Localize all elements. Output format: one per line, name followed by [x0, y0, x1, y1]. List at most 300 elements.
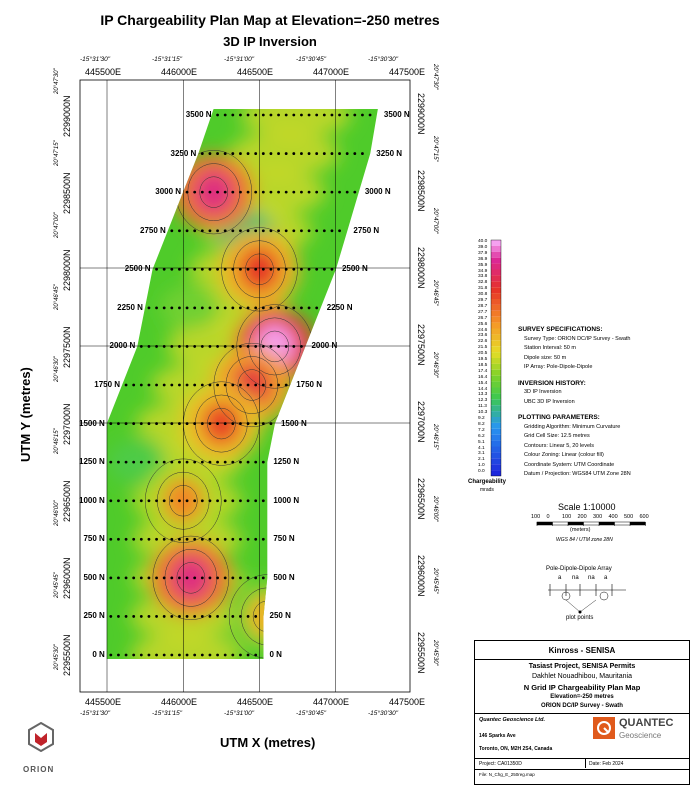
station-point [239, 538, 242, 541]
station-point [262, 306, 265, 309]
station-point [231, 461, 234, 464]
station-point [193, 306, 196, 309]
station-point [163, 461, 166, 464]
station-point [239, 615, 242, 618]
station-point [193, 654, 196, 657]
station-point [231, 191, 234, 194]
station-point [308, 114, 311, 117]
station-point [132, 538, 135, 541]
y-geo-tick-left: 20°47'15" [54, 140, 60, 166]
station-point [155, 615, 158, 618]
station-point [247, 306, 250, 309]
station-point [331, 229, 334, 232]
colour-value: 3.1 [478, 451, 485, 457]
station-point [247, 345, 250, 348]
station-point [125, 576, 128, 579]
line-label-left: 2750 N [140, 225, 166, 235]
station-point [277, 191, 280, 194]
station-point [254, 152, 257, 155]
station-point [178, 654, 181, 657]
y-geo-tick-left: 20°47'00" [54, 212, 60, 238]
station-point [254, 654, 257, 657]
colour-swatch [491, 299, 501, 305]
station-point [186, 576, 189, 579]
scale-tick-label: 600 [639, 514, 649, 520]
station-point [315, 229, 318, 232]
colour-value: 4.1 [478, 445, 485, 451]
line-label-left: 250 N [83, 611, 105, 621]
background-band [229, 132, 339, 176]
station-point [247, 576, 250, 579]
station-point [231, 152, 234, 155]
station-point [140, 538, 143, 541]
station-point [186, 461, 189, 464]
station-point [224, 461, 227, 464]
quantec-logo-sub: Geoscience [619, 731, 662, 740]
scale-bar-graphic [537, 522, 646, 526]
station-point [346, 114, 349, 117]
scale-segment [630, 522, 646, 525]
x-axis-label: UTM X (metres) [220, 735, 316, 750]
station-point [277, 229, 280, 232]
colour-value: 22.6 [478, 339, 488, 345]
scale-tick-label: 100 [562, 514, 572, 520]
station-point [231, 576, 234, 579]
station-point [140, 384, 143, 387]
colour-swatch [491, 417, 501, 423]
station-point [163, 615, 166, 618]
station-point [346, 191, 349, 194]
station-point [262, 384, 265, 387]
station-point [292, 229, 295, 232]
y-tick-right: 2296500N [416, 478, 426, 520]
colour-swatch [491, 370, 501, 376]
map-date: Date: Feb 2024 [589, 761, 624, 767]
y-tick-left: 2296000N [62, 557, 72, 599]
station-point [178, 461, 181, 464]
station-point [170, 422, 173, 425]
station-point [285, 191, 288, 194]
station-point [224, 268, 227, 271]
station-point [239, 654, 242, 657]
station-point [262, 461, 265, 464]
station-point [125, 422, 128, 425]
station-point [315, 268, 318, 271]
colour-swatch [491, 435, 501, 441]
station-point [193, 615, 196, 618]
station-point [323, 191, 326, 194]
station-point [262, 268, 265, 271]
colour-swatch [491, 352, 501, 358]
station-point [277, 152, 280, 155]
scale-unit: (meters) [570, 527, 591, 533]
station-point [163, 538, 166, 541]
station-point [300, 229, 303, 232]
x-geo-tick-bottom: -15°30'30" [368, 710, 399, 717]
colour-swatch [491, 240, 501, 246]
station-point [193, 345, 196, 348]
station-point [239, 576, 242, 579]
y-tick-right: 2295500N [416, 632, 426, 674]
station-point [201, 615, 204, 618]
line-label-left: 1500 N [79, 418, 105, 428]
scale-bar [537, 522, 645, 525]
colour-swatch [491, 275, 501, 281]
station-point [239, 152, 242, 155]
station-point [170, 306, 173, 309]
project-number: Project: CA01350D [479, 761, 522, 767]
station-point [216, 268, 219, 271]
station-point [209, 152, 212, 155]
colour-value: 39.0 [478, 244, 488, 250]
station-point [140, 576, 143, 579]
station-point [247, 461, 250, 464]
colour-value: 16.4 [478, 374, 488, 380]
station-point [178, 422, 181, 425]
station-point [140, 654, 143, 657]
station-point [201, 499, 204, 502]
y-tick-right: 2297500N [416, 324, 426, 366]
station-point [292, 268, 295, 271]
project-location: Dakhlet Nouadhibou, Mauritania [531, 673, 632, 680]
station-point [186, 345, 189, 348]
colour-swatch [491, 441, 501, 447]
station-point [163, 499, 166, 502]
station-point [140, 345, 143, 348]
array-label: na [572, 575, 579, 581]
station-point [254, 461, 257, 464]
station-point [209, 191, 212, 194]
station-point [323, 268, 326, 271]
orion-logo-icon [28, 722, 54, 752]
station-point [277, 306, 280, 309]
station-point [170, 268, 173, 271]
station-point [201, 229, 204, 232]
colour-swatch [491, 470, 501, 476]
background-band [241, 93, 351, 137]
station-point [239, 191, 242, 194]
line-label-right: 3000 N [364, 187, 391, 197]
y-tick-left: 2298500N [62, 172, 72, 214]
scale-projection: WGS 84 / UTM zone 28N [556, 537, 613, 543]
station-point [270, 114, 273, 117]
station-point [178, 345, 181, 348]
station-point [285, 268, 288, 271]
station-point [231, 615, 234, 618]
station-point [254, 345, 257, 348]
station-point [277, 268, 280, 271]
colour-swatch [491, 376, 501, 382]
station-point [125, 615, 128, 618]
x-geo-tick-top: -15°31'15" [152, 56, 183, 63]
colour-value: 14.4 [478, 386, 488, 392]
colour-scale-title: Chargeability [468, 479, 507, 485]
array-label: a [558, 575, 562, 581]
station-point [247, 499, 250, 502]
colour-swatch [491, 323, 501, 329]
station-point [148, 576, 151, 579]
station-point [193, 229, 196, 232]
station-point [109, 576, 112, 579]
station-point [109, 461, 112, 464]
survey-spec-item: Station Interval: 50 m [524, 345, 576, 351]
scale-tick-label: 500 [624, 514, 634, 520]
station-point [300, 268, 303, 271]
station-point [201, 422, 204, 425]
station-point [178, 538, 181, 541]
station-point [277, 114, 280, 117]
station-point [148, 654, 151, 657]
y-geo-tick-left: 20°46'30" [54, 356, 60, 382]
station-point [285, 345, 288, 348]
station-point [239, 114, 242, 117]
station-point [155, 306, 158, 309]
colour-value: 24.6 [478, 327, 488, 333]
station-point [231, 306, 234, 309]
colour-swatch [491, 382, 501, 388]
station-point [117, 615, 120, 618]
colour-value: 1.0 [478, 463, 485, 469]
station-point [132, 615, 135, 618]
station-point [163, 654, 166, 657]
station-point [369, 114, 372, 117]
line-label-right: 2250 N [326, 302, 353, 312]
station-point [239, 306, 242, 309]
station-point [132, 461, 135, 464]
station-point [224, 538, 227, 541]
x-tick-top: 447500E [389, 67, 426, 77]
station-point [285, 114, 288, 117]
station-point [224, 615, 227, 618]
line-label-right: 1500 N [280, 418, 307, 428]
y-tick-left: 2298000N [62, 249, 72, 291]
station-point [353, 114, 356, 117]
x-tick-bottom: 446000E [161, 697, 198, 707]
line-label-right: 2750 N [353, 225, 380, 235]
line-label-left: 0 N [92, 650, 105, 659]
station-point [239, 345, 242, 348]
line-label-left: 2250 N [117, 302, 143, 312]
station-point [247, 384, 250, 387]
line-label-left: 500 N [83, 572, 105, 582]
x-geo-tick-bottom: -15°31'00" [224, 710, 255, 717]
station-point [254, 499, 257, 502]
line-label-right: 250 N [269, 611, 291, 621]
station-point [285, 152, 288, 155]
station-point [178, 576, 181, 579]
station-point [338, 114, 341, 117]
station-point [216, 654, 219, 657]
project-name: Tasiast Project, SENISA Permits [528, 663, 636, 670]
y-tick-right: 2296000N [416, 555, 426, 597]
station-point [132, 654, 135, 657]
colour-value: 28.7 [478, 303, 488, 309]
colour-swatch [491, 358, 501, 364]
x-geo-tick-bottom: -15°30'45" [296, 710, 327, 717]
plotting-params-item: Grid Cell Size: 12.5 metres [524, 433, 590, 439]
station-point [262, 152, 265, 155]
station-point [148, 461, 151, 464]
station-point [209, 384, 212, 387]
colour-swatch [491, 329, 501, 335]
x-tick-bottom: 446500E [237, 697, 274, 707]
y-tick-right: 2299000N [416, 93, 426, 135]
station-point [209, 538, 212, 541]
station-point [231, 384, 234, 387]
station-point [109, 538, 112, 541]
colour-swatch [491, 464, 501, 470]
station-point [155, 538, 158, 541]
station-point [193, 499, 196, 502]
colour-value: 8.2 [478, 421, 485, 427]
x-tick-top: 446000E [161, 67, 198, 77]
scale-tick-label: 400 [608, 514, 618, 520]
station-point [186, 654, 189, 657]
station-point [140, 461, 143, 464]
station-point [323, 114, 326, 117]
station-point [285, 229, 288, 232]
station-point [239, 499, 242, 502]
colour-value: 33.8 [478, 274, 488, 280]
station-point [300, 152, 303, 155]
line-label-right: 0 N [269, 650, 282, 659]
station-point [193, 191, 196, 194]
station-point [109, 654, 112, 657]
station-point [254, 268, 257, 271]
station-point [224, 499, 227, 502]
station-point [231, 538, 234, 541]
y-geo-tick-left: 20°46'45" [54, 284, 60, 310]
y-tick-right: 2297000N [416, 401, 426, 443]
station-point [292, 152, 295, 155]
company-name: Quantec Geoscience Ltd. [479, 717, 546, 723]
y-geo-tick-left: 20°46'15" [54, 428, 60, 454]
station-point [262, 576, 265, 579]
station-point [148, 538, 151, 541]
plot-line [566, 600, 580, 612]
station-point [216, 191, 219, 194]
station-point [209, 654, 212, 657]
station-point [224, 114, 227, 117]
colour-value: 10.3 [478, 410, 488, 416]
station-point [193, 268, 196, 271]
station-point [315, 114, 318, 117]
x-geo-tick-bottom: -15°31'30" [80, 710, 111, 717]
station-point [170, 499, 173, 502]
survey-spec-item: Dipole size: 50 m [524, 354, 567, 361]
colour-swatch [491, 340, 501, 346]
station-point [209, 422, 212, 425]
y-axis-label: UTM Y (metres) [18, 367, 33, 462]
station-point [209, 499, 212, 502]
line-label-right: 750 N [273, 534, 295, 544]
colour-swatch [491, 246, 501, 252]
station-point [270, 306, 273, 309]
colour-value: 9.2 [478, 416, 485, 421]
station-point [338, 191, 341, 194]
y-geo-tick-left: 20°45'30" [54, 644, 60, 670]
inversion-history-item: 3D IP Inversion [524, 389, 562, 395]
station-point [155, 576, 158, 579]
colour-value: 35.9 [478, 262, 488, 268]
station-point [117, 461, 120, 464]
station-point [231, 229, 234, 232]
station-point [170, 576, 173, 579]
colour-swatch [491, 399, 501, 405]
station-point [254, 538, 257, 541]
station-point [254, 576, 257, 579]
station-point [132, 422, 135, 425]
scale-segment [599, 522, 615, 525]
scale-tick-label: 300 [593, 514, 603, 520]
station-point [148, 306, 151, 309]
line-label-right: 1750 N [296, 380, 322, 389]
station-point [201, 538, 204, 541]
station-point [170, 345, 173, 348]
station-point [338, 152, 341, 155]
y-geo-tick-right: 20°47'30" [432, 64, 438, 90]
station-point [292, 114, 295, 117]
station-point [254, 191, 257, 194]
station-point [216, 538, 219, 541]
station-point [155, 384, 158, 387]
line-label-left: 3250 N [170, 148, 197, 158]
station-point [262, 538, 265, 541]
chargeability-grid [80, 80, 410, 692]
x-geo-tick-top: -15°30'45" [296, 56, 327, 63]
colour-value: 31.8 [478, 286, 488, 292]
station-point [231, 114, 234, 117]
y-tick-left: 2296500N [62, 480, 72, 522]
station-point [109, 615, 112, 618]
station-point [216, 461, 219, 464]
station-point [148, 499, 151, 502]
array-caption: plot points [566, 615, 594, 621]
y-tick-right: 2298500N [416, 170, 426, 212]
station-point [209, 229, 212, 232]
map-name: N Grid IP Chargeability Plan Map [523, 683, 641, 692]
y-tick-left: 2295500N [62, 634, 72, 676]
station-point [193, 422, 196, 425]
station-point [353, 191, 356, 194]
station-point [155, 654, 158, 657]
station-point [231, 422, 234, 425]
station-point [132, 576, 135, 579]
colour-value: 20.5 [478, 351, 488, 357]
colour-swatch [491, 411, 501, 417]
station-point [247, 615, 250, 618]
colour-swatch [491, 458, 501, 464]
colour-value: 5.1 [478, 439, 485, 445]
station-point [262, 422, 265, 425]
survey-spec-item: IP Array: Pole-Dipole-Dipole [524, 364, 593, 370]
map-subtitle: 3D IP Inversion [223, 34, 317, 49]
station-point [262, 345, 265, 348]
station-point [186, 615, 189, 618]
client-name: Kinross - SENISA [548, 646, 616, 655]
station-point [132, 499, 135, 502]
station-point [224, 654, 227, 657]
station-point [331, 114, 334, 117]
station-point [216, 499, 219, 502]
address-2: Toronto, ON, M2H 2S4, Canada [479, 746, 553, 752]
plotting-params-item: Colour Zoning: Linear (colour fill) [524, 452, 604, 458]
colour-swatch [491, 305, 501, 311]
x-geo-tick-bottom: -15°31'15" [152, 710, 183, 717]
plot-line [580, 600, 596, 612]
station-point [125, 384, 128, 387]
colour-swatch [491, 429, 501, 435]
